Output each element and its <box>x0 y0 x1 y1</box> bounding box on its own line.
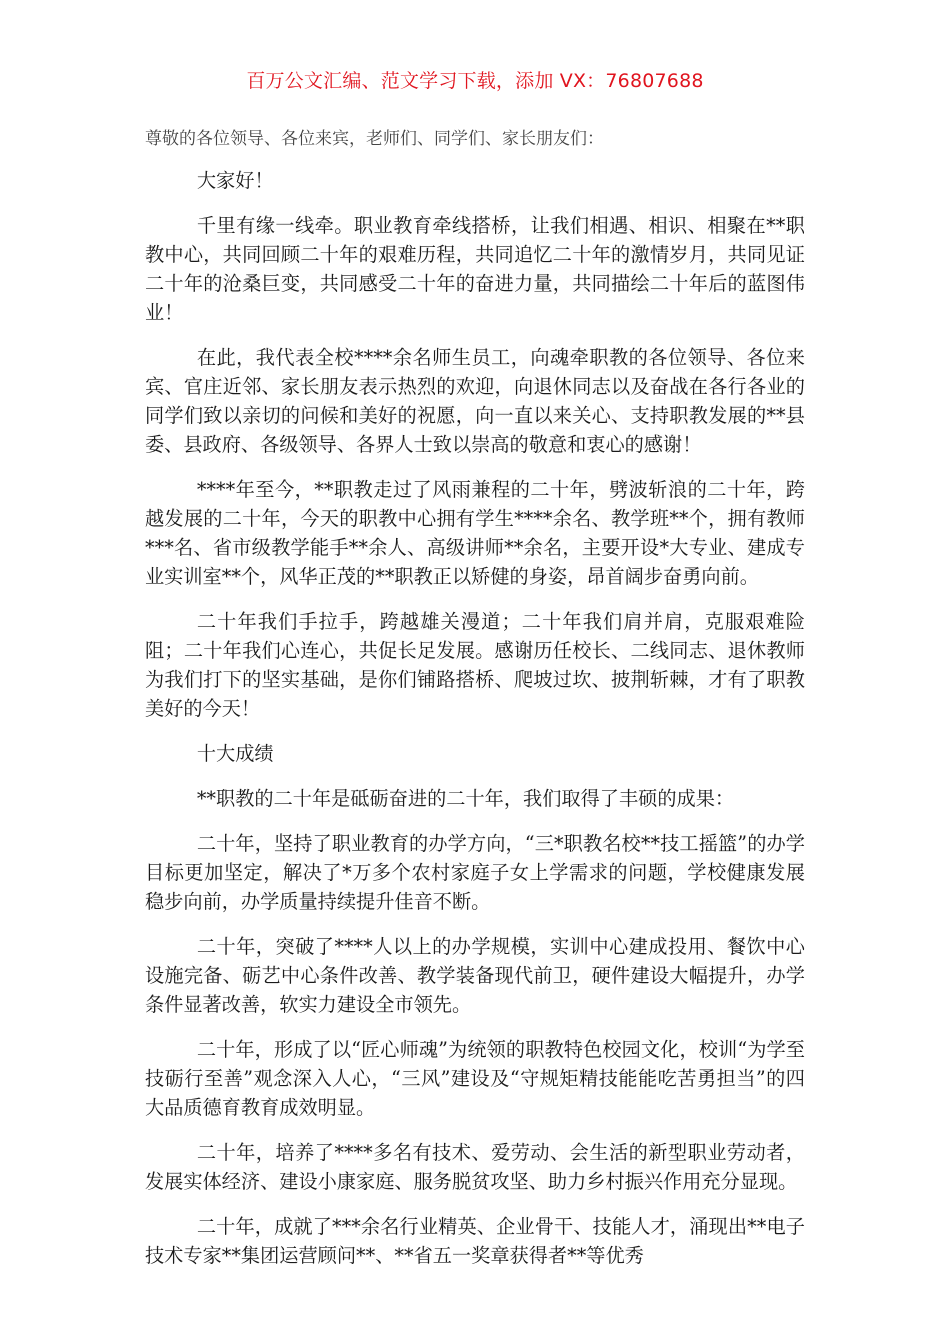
document-body <box>145 125 805 1286</box>
promo-banner: 百万公文汇编、范文学习下载，添加 VX：76807688 <box>246 70 704 92</box>
paragraph: ****年至今，**职教走过了风雨兼程的二十年，劈波斩浪的二十年，跨越发展的二十年，今天的职教中心拥有学生****余名、教学班**个，拥有教师***名、省市级教学能手**余人、高级讲师**余名，主要开设*大专业、建成专业实训室**个，风华正茂的**职教正以矫健的身姿，昂首阔步奋勇向前。 <box>145 478 805 588</box>
paragraph: **职教的二十年是砥砺奋进的二十年，我们取得了丰硕的成果： <box>196 787 735 810</box>
paragraph: 在此，我代表全校****余名师生员工，向魂牵职教的各位领导、各位来宾、官庄近邻、家长朋友表示热烈的欢迎，向退休同志以及奋战在各行各业的同学们致以亲切的问候和美好的祝愿，向一直以来关心、支持职教发展的**县委、县政府、各级领导、各界人士致以崇高的敬意和衷心的感谢！ <box>145 346 805 456</box>
paragraph: 二十年，培养了****多名有技术、爱劳动、会生活的新型职业劳动者，发展实体经济、建设小康家庭、服务脱贫攻坚、助力乡村振兴作用充分显现。 <box>145 1141 805 1193</box>
paragraph: 二十年，形成了以“匠心师魂”为统领的职教特色校园文化，校训“为学至技砺行至善”观念深入人心，“三风”建设及“守规矩精技能能吃苦勇担当”的四大品质德育教育成效明显。 <box>145 1038 805 1119</box>
paragraph: 二十年我们手拉手，跨越雄关漫道；二十年我们肩并肩，克服艰难险阻；二十年我们心连心，共促长足发展。感谢历任校长、二线同志、退休教师为我们打下的坚实基础，是你们铺路搭桥、爬坡过坎、披荆斩棘，才有了职教美好的今天！ <box>145 610 805 720</box>
paragraph: 二十年，突破了****人以上的办学规模，实训中心建成投用、餐饮中心设施完备、砺艺中心条件改善、教学装备现代前卫，硬件建设大幅提升，办学条件显著改善，软实力建设全市领先。 <box>145 935 805 1016</box>
section-heading: 十大成绩 <box>196 742 274 765</box>
paragraph: 二十年，成就了***余名行业精英、企业骨干、技能人才，涌现出**电子技术专家**集团运营顾问**、**省五一奖章获得者**等优秀 <box>145 1215 805 1267</box>
paragraph: 二十年，坚持了职业教育的办学方向，“三*职教名校**技工摇篮”的办学目标更加坚定，解决了*万多个农村家庭子女上学需求的问题，学校健康发展稳步向前，办学质量持续提升佳音不断。 <box>145 832 805 913</box>
greeting-paragraph: 大家好！ <box>196 169 274 192</box>
salutation: 尊敬的各位领导、各位来宾，老师们、同学们、家长朋友们： <box>145 129 604 149</box>
paragraph: 千里有缘一线牵。职业教育牵线搭桥，让我们相遇、相识、相聚在**职教中心，共同回顾二十年的艰难历程，共同追忆二十年的激情岁月，共同见证二十年的沧桑巨变，共同感受二十年的奋进力量，共同描绘二十年后的蓝图伟业！ <box>145 214 805 324</box>
